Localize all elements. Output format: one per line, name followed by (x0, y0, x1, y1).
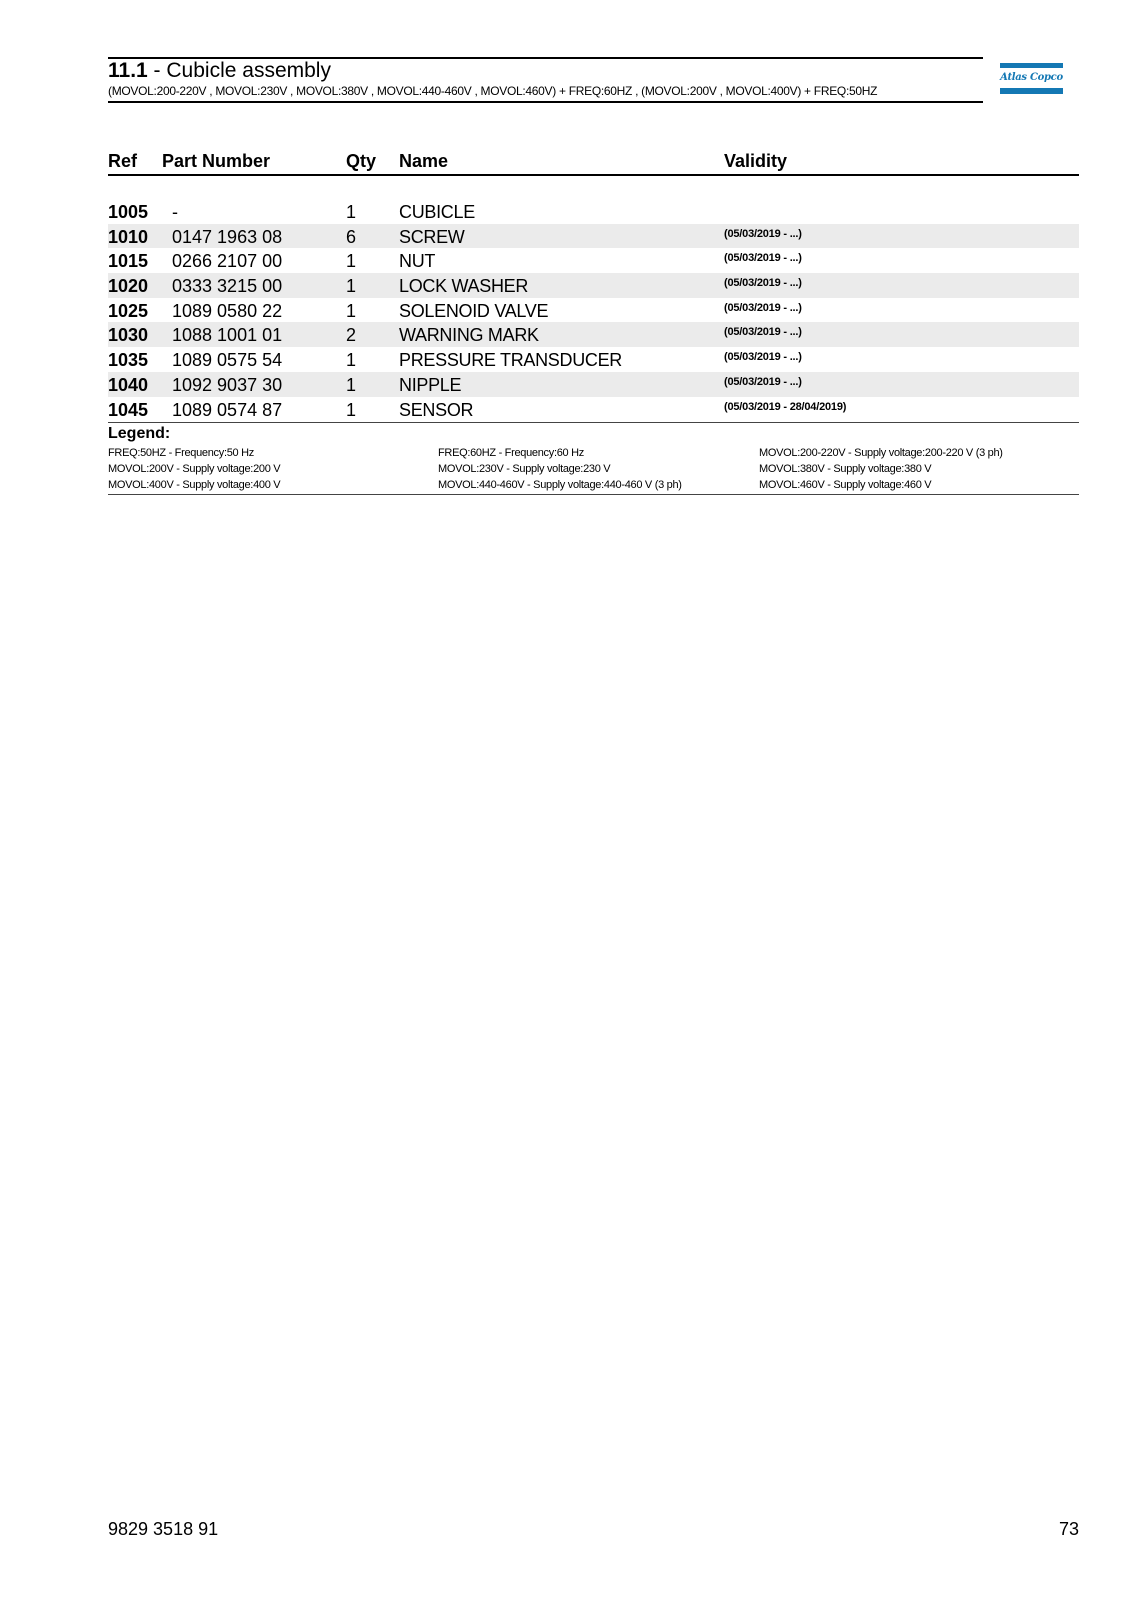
row-part-number: - (172, 202, 178, 222)
row-ref: 1035 (108, 350, 149, 371)
row-qty: 1 (346, 202, 357, 222)
table-row (108, 298, 1079, 323)
row-part-number: 1092 9037 30 (172, 374, 283, 395)
legend-bottom-rule (108, 494, 1079, 495)
page-number: 73 (1059, 1519, 1080, 1539)
row-validity: (05/03/2019 - ...) (724, 375, 802, 388)
row-name: SENSOR (399, 399, 474, 420)
row-part-number: 1089 0574 87 (172, 399, 283, 420)
legend-item: MOVOL:440-460V - Supply voltage:440-460 V (3 ph) (438, 479, 682, 491)
row-name: CUBICLE (399, 202, 475, 222)
legend-item: MOVOL:200-220V - Supply voltage:200-220 V (3 ph) (759, 447, 1003, 459)
legend-item: MOVOL:380V - Supply voltage:380 V (759, 463, 932, 475)
column-header-part-number: Part Number (162, 151, 271, 171)
row-name: NIPPLE (399, 374, 462, 395)
row-qty: 1 (346, 276, 357, 297)
row-part-number: 0333 3215 00 (172, 276, 283, 297)
row-ref: 1040 (108, 374, 149, 395)
table-header-rule (108, 174, 1079, 176)
header-bottom-rule (108, 101, 983, 103)
legend-item: MOVOL:200V - Supply voltage:200 V (108, 463, 281, 475)
row-validity: (05/03/2019 - ...) (724, 351, 802, 364)
row-validity: (05/03/2019 - ...) (724, 252, 802, 265)
row-ref: 1015 (108, 251, 149, 272)
table-row (108, 397, 1079, 422)
row-qty: 1 (346, 374, 357, 395)
legend-item: MOVOL:400V - Supply voltage:400 V (108, 479, 281, 491)
table-row (108, 347, 1079, 372)
logo-band-bottom (1000, 88, 1063, 94)
table-row (108, 273, 1079, 298)
row-part-number: 0147 1963 08 (172, 226, 283, 247)
row-part-number: 1089 0580 22 (172, 300, 283, 321)
row-name: SOLENOID VALVE (399, 300, 549, 321)
logo-wordmark: Atlas Copco (1000, 72, 1063, 83)
row-qty: 2 (346, 325, 357, 346)
row-validity: (05/03/2019 - ...) (724, 227, 802, 240)
section-number: 11.1 (108, 59, 148, 82)
row-part-number: 1088 1001 01 (172, 325, 283, 346)
row-part-number: 1089 0575 54 (172, 350, 283, 371)
row-ref: 1005 (108, 202, 149, 222)
legend-item: FREQ:50HZ - Frequency:50 Hz (108, 447, 254, 459)
legend-item: MOVOL:230V - Supply voltage:230 V (438, 463, 611, 475)
row-ref: 1010 (108, 226, 149, 247)
document-number: 9829 3518 91 (108, 1519, 219, 1539)
row-name: NUT (399, 251, 436, 272)
row-validity: (05/03/2019 - ...) (724, 277, 802, 290)
row-qty: 1 (346, 350, 357, 371)
logo-band-top (1000, 63, 1063, 68)
row-validity: (05/03/2019 - ...) (724, 301, 802, 314)
table-row (108, 322, 1079, 347)
table-row (108, 248, 1079, 273)
row-part-number: 0266 2107 00 (172, 251, 283, 272)
variant-subtitle: (MOVOL:200-220V , MOVOL:230V , MOVOL:380V , MOVOL:440-460V , MOVOL:460V) + FREQ:60HZ , (MOVOL:200V , MOVOL:400V) + FREQ:50HZ (108, 84, 878, 98)
section-title: Cubicle assembly (166, 59, 331, 82)
table-bottom-rule (108, 422, 1079, 423)
column-header-ref: Ref (108, 151, 138, 171)
row-name: LOCK WASHER (399, 276, 529, 297)
row-qty: 1 (346, 251, 357, 272)
column-header-validity: Validity (724, 151, 788, 171)
legend-title: Legend: (108, 425, 171, 442)
row-name: PRESSURE TRANSDUCER (399, 350, 623, 371)
row-ref: 1045 (108, 399, 149, 420)
row-qty: 1 (346, 300, 357, 321)
row-validity: (05/03/2019 - 28/04/2019) (724, 400, 847, 413)
row-ref: 1020 (108, 276, 149, 297)
table-row (108, 372, 1079, 397)
section-separator: - (147, 59, 167, 82)
column-header-name: Name (399, 151, 449, 171)
brand-logo (1000, 63, 1063, 95)
column-header-qty: Qty (346, 151, 377, 171)
legend-item: MOVOL:460V - Supply voltage:460 V (759, 479, 932, 491)
page-title (108, 59, 331, 83)
table-row (108, 199, 1079, 224)
parts-table (108, 199, 1079, 421)
row-ref: 1030 (108, 325, 149, 346)
row-ref: 1025 (108, 300, 149, 321)
row-name: WARNING MARK (399, 325, 539, 346)
table-row (108, 224, 1079, 249)
row-qty: 1 (346, 399, 357, 420)
row-qty: 6 (346, 226, 357, 247)
legend-item: FREQ:60HZ - Frequency:60 Hz (438, 447, 584, 459)
row-name: SCREW (399, 226, 465, 247)
row-validity: (05/03/2019 - ...) (724, 326, 802, 339)
table-header (108, 148, 1079, 176)
